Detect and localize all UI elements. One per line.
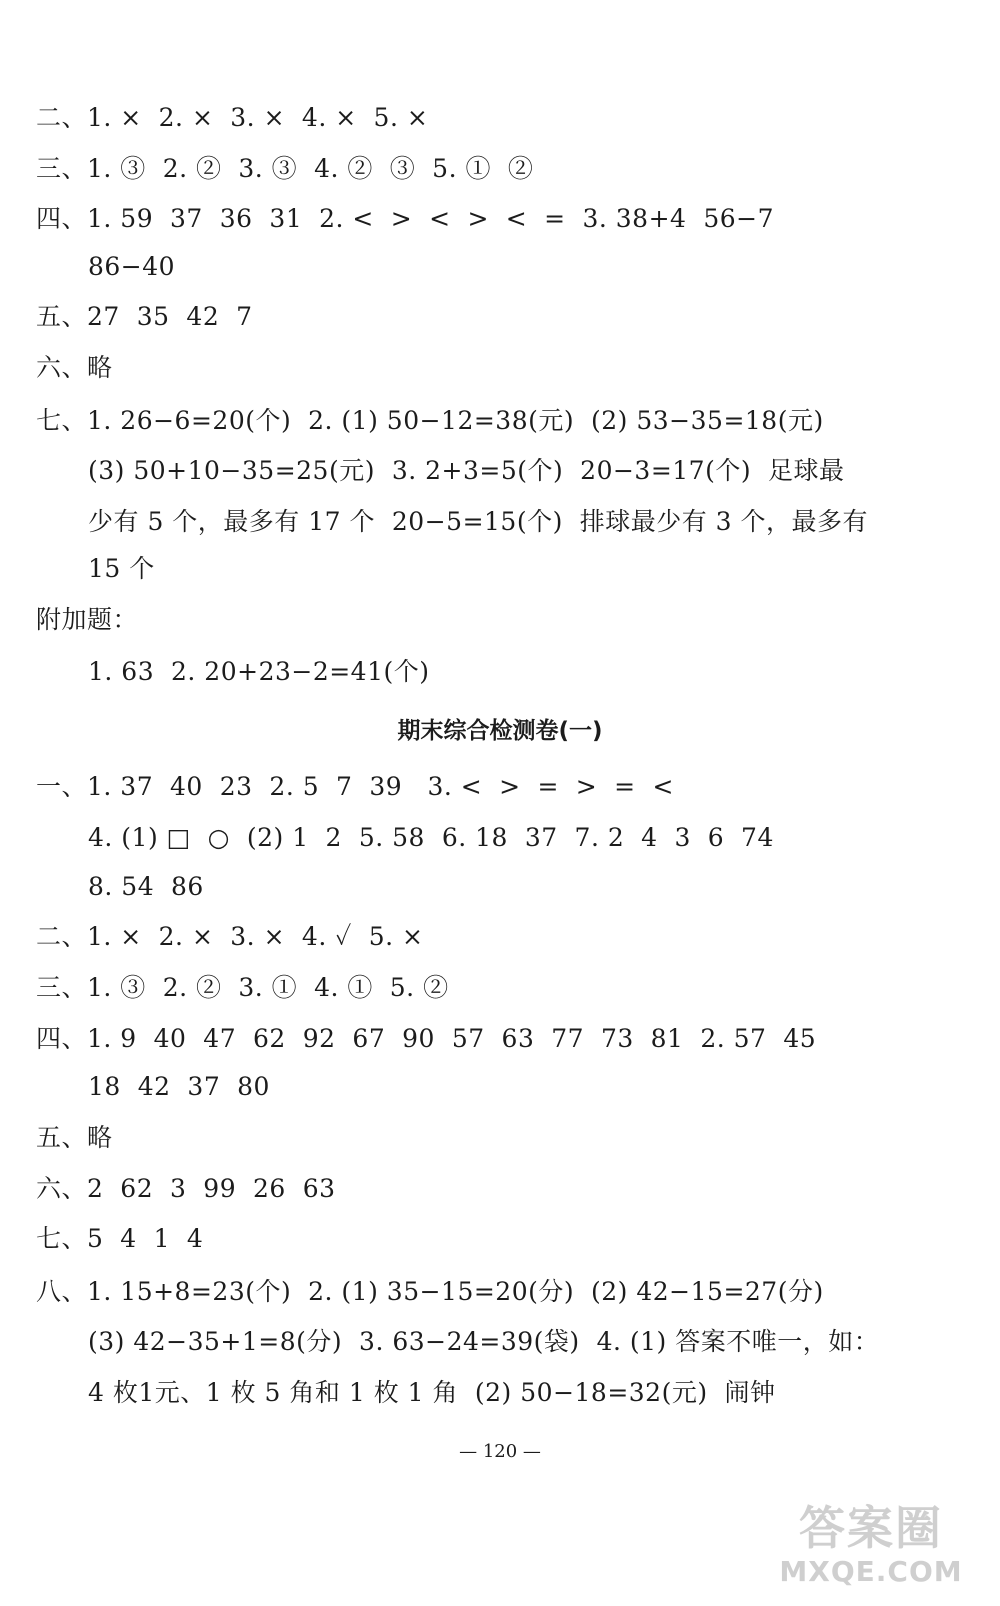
watermark-logo <box>756 1500 986 1596</box>
answer-line-5: 五、27 35 42 7 <box>36 302 253 331</box>
answer-line-6: 六、略 <box>36 353 113 382</box>
bonus-heading: 附加题： <box>36 605 139 634</box>
answer-line-8: (3) 50+10−35=25(元) 3. 2+3=5(个) 20−3=17(个) 足球最 <box>88 456 845 485</box>
answer-line-15: 8. 54 86 <box>88 872 204 901</box>
answer-line-23: 八、1. 15+8=23(个) 2. (1) 35−15=20(分) (2) 42−15=27(分) <box>36 1277 824 1306</box>
answer-line-20: 五、略 <box>36 1123 113 1152</box>
answer-line-17: 三、1. ③ 2. ② 3. ① 4. ① 5. ② <box>36 973 449 1002</box>
answer-line-21: 六、2 62 3 99 26 63 <box>36 1174 336 1203</box>
answer-line-2: 三、1. ③ 2. ② 3. ③ 4. ② ③ 5. ① ② <box>36 154 534 183</box>
answer-line-24: (3) 42−35+1=8(分) 3. 63−24=39(袋) 4. (1) 答案不唯一，如： <box>88 1327 880 1356</box>
page-number: — 120 — <box>459 1441 541 1462</box>
answer-line-4: 86−40 <box>88 252 176 281</box>
answer-line-1: 二、1. × 2. × 3. × 4. × 5. × <box>36 103 429 132</box>
answer-line-7: 七、1. 26−6=20(个) 2. (1) 50−12=38(元) (2) 53−35=18(元) <box>36 406 824 435</box>
answer-line-22: 七、5 4 1 4 <box>36 1224 204 1253</box>
watermark-site: MXQE.COM <box>779 1555 963 1588</box>
answer-line-19: 18 42 37 80 <box>88 1072 270 1101</box>
answer-line-25: 4 枚1元、1 枚 5 角和 1 枚 1 角 (2) 50−18=32(元) 闹钟 <box>88 1378 776 1407</box>
answer-line-9: 少有 5 个，最多有 17 个 20−5=15(个) 排球最少有 3 个，最多有 <box>88 507 869 536</box>
answer-line-14: 4. (1) □ ○ (2) 1 2 5. 58 6. 18 37 7. 2 4 3 6 74 <box>88 823 774 852</box>
answer-line-12: 1. 63 2. 20+23−2=41(个) <box>88 657 430 686</box>
answer-line-16: 二、1. × 2. × 3. × 4. ✓ 5. × <box>36 922 424 951</box>
answer-line-18: 四、1. 9 40 47 62 92 67 90 57 63 77 73 81 2. 57 45 <box>36 1024 817 1053</box>
answer-line-10: 15 个 <box>88 554 155 583</box>
answer-line-3: 四、1. 59 37 36 31 2. < > < > < = 3. 38+4 56−7 <box>36 204 774 233</box>
answer-line-13: 一、1. 37 40 23 2. 5 7 39 3. < > = > = < <box>36 772 674 801</box>
watermark-main: 答案圈 <box>799 1501 943 1555</box>
section-title: 期末综合检测卷(一) <box>397 718 603 744</box>
